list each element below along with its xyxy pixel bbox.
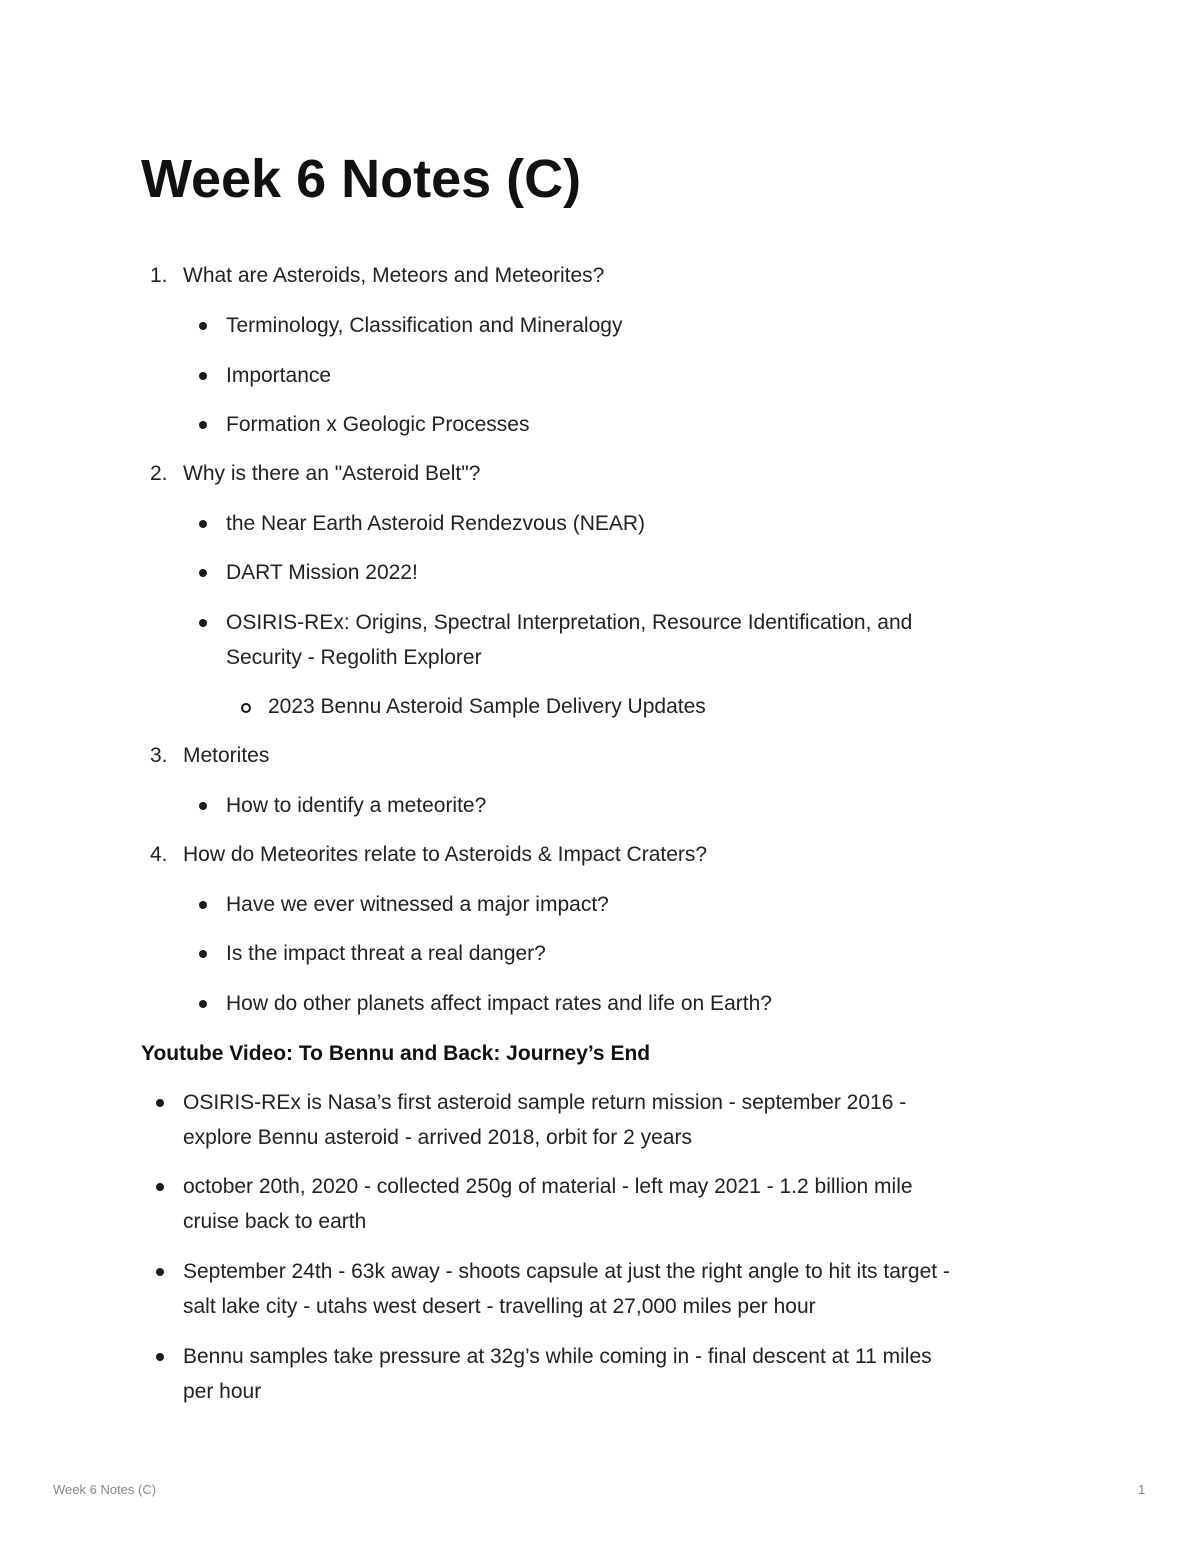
video-heading: Youtube Video: To Bennu and Back: Journey’s End: [141, 1042, 651, 1065]
list-item: Formation x Geologic Processes: [226, 413, 530, 436]
outline-item: What are Asteroids, Meteors and Meteorites?: [183, 264, 605, 287]
bullet-icon: [156, 1353, 164, 1361]
note-line: September 24th - 63k away - shoots capsule at just the right angle to hit its target -: [183, 1260, 950, 1283]
bullet-icon: [199, 619, 207, 627]
bullet-icon: [156, 1268, 164, 1276]
page-number: 1: [1138, 1482, 1146, 1497]
bullet-icon: [199, 520, 207, 528]
outline-item: Metorites: [183, 744, 270, 767]
note-line: explore Bennu asteroid - arrived 2018, orbit for 2 years: [183, 1126, 692, 1149]
bullet-icon: [199, 1000, 207, 1008]
bullet-icon: [199, 901, 207, 909]
list-item: OSIRIS-REx: Origins, Spectral Interpretation, Resource Identification, and: [226, 611, 913, 634]
bullet-icon: [199, 322, 207, 330]
outline-item: How do Meteorites relate to Asteroids & Impact Craters?: [183, 843, 708, 866]
note-line: salt lake city - utahs west desert - travelling at 27,000 miles per hour: [183, 1295, 816, 1318]
outline-number: 3.: [150, 744, 168, 767]
list-item: Terminology, Classification and Mineralogy: [226, 314, 623, 337]
list-item: Have we ever witnessed a major impact?: [226, 893, 609, 916]
outline-item: Why is there an "Asteroid Belt"?: [183, 462, 481, 485]
list-item: How do other planets affect impact rates and life on Earth?: [226, 992, 772, 1015]
bullet-icon: [199, 950, 207, 958]
outline-number: 2.: [150, 462, 168, 485]
sub-list-item: 2023 Bennu Asteroid Sample Delivery Updates: [268, 695, 706, 718]
page-title: Week 6 Notes (C): [141, 149, 582, 209]
bullet-icon: [199, 802, 207, 810]
hollow-bullet-icon: [241, 703, 251, 713]
list-item: Importance: [226, 364, 332, 387]
list-item: DART Mission 2022!: [226, 561, 418, 584]
footer-doc-name: Week 6 Notes (C): [53, 1482, 157, 1497]
outline-number: 4.: [150, 843, 168, 866]
note-line: Bennu samples take pressure at 32g’s while coming in - final descent at 11 miles: [183, 1345, 932, 1368]
note-line: OSIRIS-REx is Nasa’s first asteroid sample return mission - september 2016 -: [183, 1091, 907, 1114]
bullet-icon: [156, 1099, 164, 1107]
bullet-icon: [199, 372, 207, 380]
bullet-icon: [199, 569, 207, 577]
list-item: Is the impact threat a real danger?: [226, 942, 546, 965]
bullet-icon: [156, 1183, 164, 1191]
bullet-icon: [199, 421, 207, 429]
outline-number: 1.: [150, 264, 168, 287]
list-item-continuation: Security - Regolith Explorer: [226, 646, 482, 669]
note-line: cruise back to earth: [183, 1210, 367, 1233]
list-item: How to identify a meteorite?: [226, 794, 487, 817]
note-line: per hour: [183, 1380, 262, 1403]
list-item: the Near Earth Asteroid Rendezvous (NEAR): [226, 512, 646, 535]
note-line: october 20th, 2020 - collected 250g of material - left may 2021 - 1.2 billion mile: [183, 1175, 913, 1198]
